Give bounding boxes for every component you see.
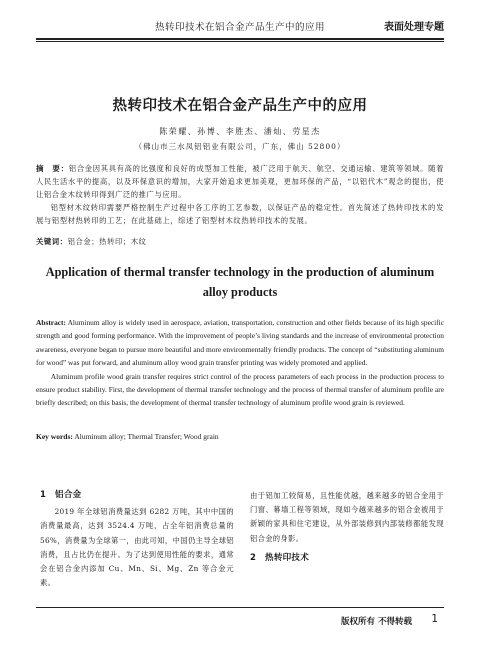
header-rule-thin (36, 41, 444, 42)
abstract-en (36, 316, 444, 410)
header-rule-thick (36, 38, 444, 40)
keywords-en-text: Aluminum alloy; Thermal Transfer; Wood grain (74, 432, 219, 441)
article-title-cn: 热转印技术在铝合金产品生产中的应用 (112, 98, 368, 114)
footer-rule (36, 607, 444, 608)
authors: 陈荣耀、孙博、李胜杰、潘灿、劳星杰 (159, 127, 321, 136)
section-label: 表面处理专题 (384, 22, 444, 33)
section-heading-1: 1 铝合金 (40, 490, 82, 500)
copyright-notice: 版权所有 不得转载 (341, 617, 412, 627)
abstract-en-label: Abstract: (36, 318, 66, 327)
abstract-cn-label: 摘 要： (36, 164, 69, 173)
page-number: 1 (431, 613, 438, 625)
body-column-left (40, 488, 234, 590)
abstract-en-para1 (36, 316, 444, 370)
affiliation: （佛山市三水凤铝铝业有限公司，广东，佛山 52800） (134, 142, 346, 151)
right-column-paragraph: 由于铝加工较简易，且性能优越，越来越多的铝合金用于门窗、幕墙工程等领域，现如今越来越多的铝合金被用于新颖的家具和住宅建设，从外部装修到内部装修都能发现铝合金的身影。 (250, 491, 444, 543)
abstract-cn (36, 162, 444, 227)
keywords-cn (36, 237, 444, 247)
section-heading-2: 2 热转印技术 (250, 552, 310, 563)
keywords-cn-label: 关键词： (36, 237, 68, 246)
keywords-cn-text: 铝合金；热转印；木纹 (67, 237, 147, 246)
abstract-en-para2: Aluminum profile wood grain transfer requires strict control of the process parameters of each process in the production process to ensure product stability. First, the development of thermal transfer technology and the process of thermal transfer of aluminum profile are briefly described; on this basis, the development of thermal transfer technology of aluminum profile wood grain is reviewed. (36, 371, 444, 408)
abstract-cn-text1: 铝合金因其具有高的比强度和良好的成型加工性能，被广泛用于航天、航空、交通运输、建筑等领域。随着人民生活水平的提高，以及环保意识的增加，大家开始追求更加美观，更加环保的产品，“以铝代木”观念的提出，使让铝合金木纹转印得到广泛的推广与应用。 (36, 164, 444, 199)
article-title-en: Application of thermal transfer technology in the production of aluminum alloy products (45, 265, 435, 299)
abstract-en-text1: Aluminum alloy is widely used in aerospace, aviation, transportation, construction and other fields because of its high specific strength and good forming performance. With the improvement of people’s living standards and the increase of environmental protection awareness, everyone began to pursue more beautiful and more environmentally friendly products. The concept of “substituting aluminum for wood” was put forward, and aluminum alloy wood grain transfer printing was widely promoted and applied. (36, 318, 444, 368)
running-header (36, 14, 444, 40)
abstract-cn-para1 (36, 162, 444, 201)
section1-paragraph: 2019 年全球铝消费量达到 6282 万吨，其中中国的消费量最高，达到 3524.4 万吨，占全年铝消费总量的 56%，消费量为全球第一，由此可知，中国仍主导全球铝消费，且占比仍在提升。为了达到使用性能的要求，通常会在铝合金内添加 Cu、Mn、Si、Mg、Zn 等合金元素。 (40, 507, 234, 588)
running-title: 热转印技术在铝合金产品生产中的应用 (154, 22, 325, 33)
keywords-en-label: Key words: (36, 432, 73, 441)
abstract-cn-para2: 铝型材木纹转印需要严格控制生产过程中各工序的工艺参数，以保证产品的稳定性。首先简述了热转印技术的发展与铝型材热转印的工艺；在此基础上，综述了铝型材木纹热转印技术的发展。 (36, 203, 444, 225)
keywords-en (36, 432, 444, 441)
body-column-right (250, 489, 444, 568)
